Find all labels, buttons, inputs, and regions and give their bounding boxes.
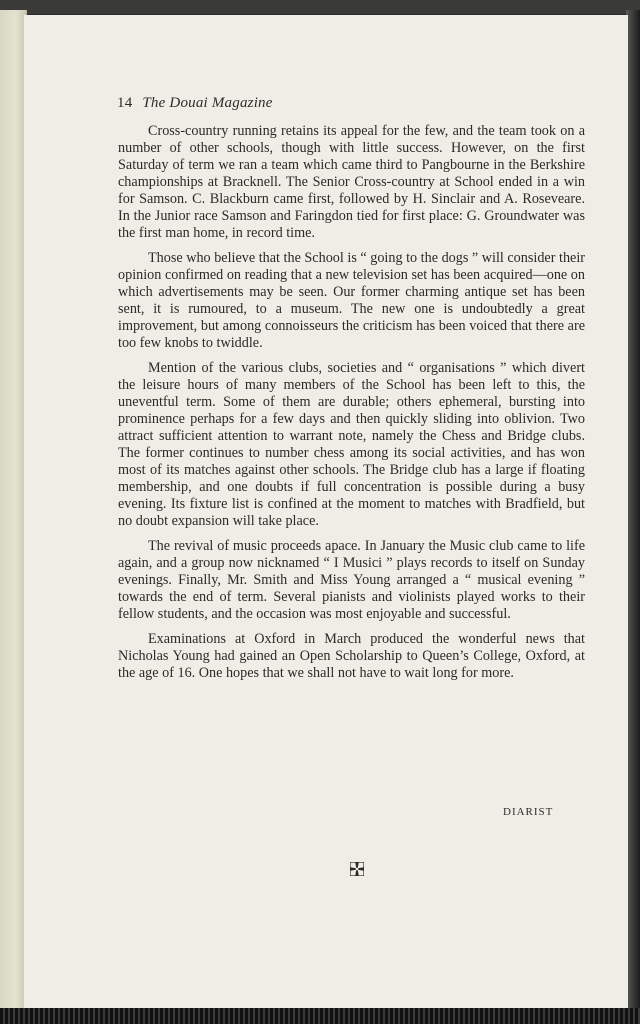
cross-pattee-icon [350, 862, 364, 876]
author-signature: DIARIST [503, 806, 554, 818]
paragraph-examinations: Examinations at Oxford in March produced the wonderful news that Nicholas Young had gained an Open Scholarship to Queen’s College, Oxford, at the age of 16. One hopes that we shall not have to wait long for more. [118, 631, 585, 681]
book-right-edge [626, 10, 640, 1010]
scan-background-top [0, 0, 640, 14]
book-left-page-edge [0, 10, 27, 1010]
paragraph-clubs: Mention of the various clubs, societies and “ organisations ” which divert the leisure hours of many members of the School has been left to this, the uneventful term. Some of them are durable; others ephemeral, bursting into prominence perhaps for a few days and then quickly sliding into oblivion. Two attract sufficient attention to warrant note, namely the Chess and Bridge clubs. The former continues to number chess among its social activities, and has won most of its matches against other schools. The Bridge club has a large if floating membership, and one doubts if full concentration is possible during a busy evening. Its fixture list is confined at the moment to matches with Bradfield, but no doubt expansion will take place. [118, 360, 585, 529]
scan-background-bottom [0, 1008, 640, 1024]
paragraph-cross-country: Cross-country running retains its appeal for the few, and the team took on a number of other schools, though with little success. However, on the first Saturday of term we ran a team which came third to Pangbourne in the Berkshire championships at Bracknell. The Senior Cross-country at School ended in a win for Samson. C. Blackburn came first, followed by H. Sinclair and A. Roseveare. In the Junior race Samson and Faringdon tied for first place: G. Groundwater was the first man home, in record time. [118, 123, 585, 241]
article-body [118, 123, 585, 690]
running-header [117, 95, 273, 112]
page-number: 14 [117, 95, 133, 111]
paragraph-television: Those who believe that the School is “ going to the dogs ” will consider their opinion confirmed on reading that a new television set has been acquired—one on which advertisements may be seen. Our former charming antique set has been sent, it is rumoured, to a museum. The new one is undoubtedly a great improvement, but among connoisseurs the criticism has been voiced that there are too few knobs to twiddle. [118, 250, 585, 351]
magazine-title: The Douai Magazine [142, 95, 273, 111]
paragraph-music: The revival of music proceeds apace. In January the Music club came to life again, and a group now nicknamed “ I Musici ” plays records to itself on Sunday evenings. Finally, Mr. Smith and Miss Young arranged a “ musical evening ” towards the end of term. Several pianists and violinists played works to their fellow students, and the occasion was most enjoyable and successful. [118, 538, 585, 622]
